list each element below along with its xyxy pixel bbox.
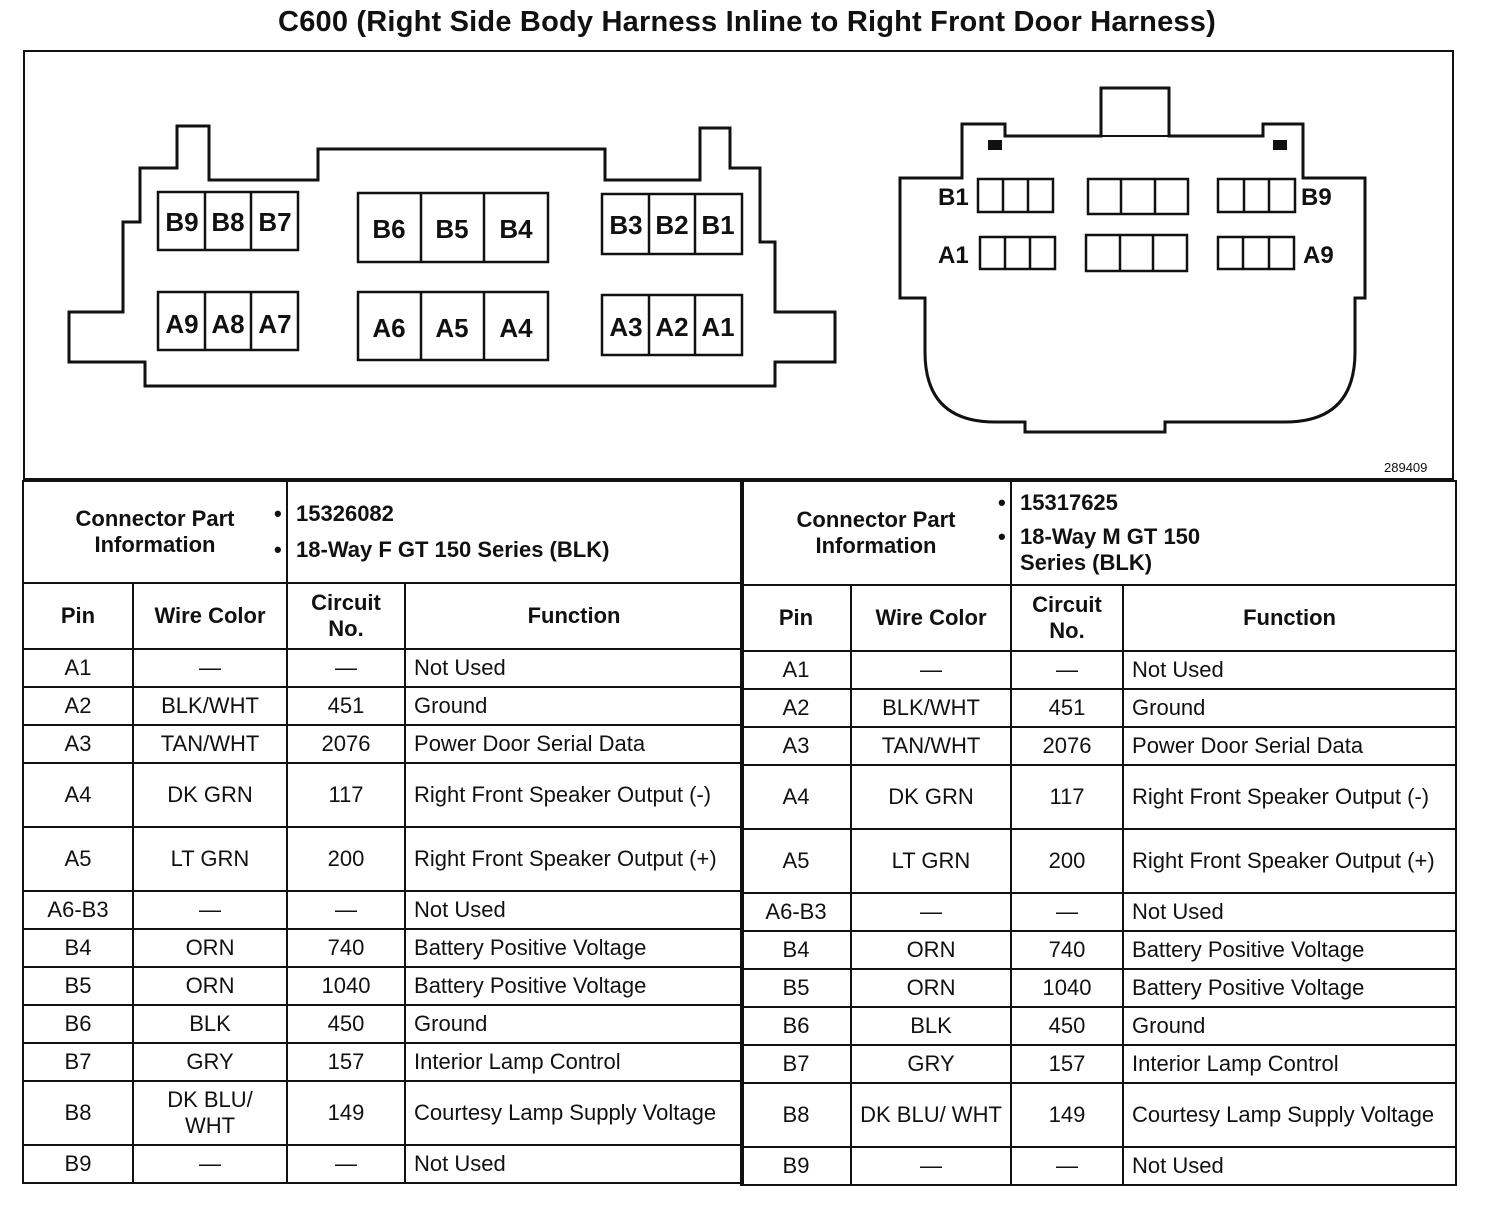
circuit-header: Circuit No. [287, 583, 405, 649]
connector-info-value [1011, 481, 1456, 585]
function-cell: Courtesy Lamp Supply Voltage [1123, 1083, 1456, 1147]
wire-color-cell: TAN/WHT [133, 725, 287, 763]
cavity-label-a8: A8 [211, 309, 245, 339]
cavity-label-a5: A5 [435, 313, 469, 343]
wire-color-cell: — [851, 893, 1011, 931]
function-cell: Not Used [1123, 651, 1456, 689]
wire-color-cell: LT GRN [133, 827, 287, 891]
function-header: Function [1123, 585, 1456, 651]
wire-color-header: Wire Color [133, 583, 287, 649]
circuit-cell: — [287, 1145, 405, 1183]
circuit-cell: 200 [1011, 829, 1123, 893]
wire-color-cell: GRY [133, 1043, 287, 1081]
circuit-cell: 117 [1011, 765, 1123, 829]
wire-color-header: Wire Color [851, 585, 1011, 651]
wire-color-cell: — [133, 649, 287, 687]
circuit-cell: 200 [287, 827, 405, 891]
pin-cell: A6-B3 [23, 891, 133, 929]
function-cell: Ground [1123, 689, 1456, 727]
function-cell: Courtesy Lamp Supply Voltage [405, 1081, 743, 1145]
pin-cell: B9 [23, 1145, 133, 1183]
wire-color-cell: — [851, 651, 1011, 689]
pin-cell: B7 [741, 1045, 851, 1083]
wire-color-cell: ORN [851, 931, 1011, 969]
left-pinout-table [22, 480, 744, 1184]
wire-color-cell: DK BLU/ WHT [133, 1081, 287, 1145]
pin-cell: B4 [741, 931, 851, 969]
part-number: • 15317625 [1020, 490, 1447, 516]
table-row [741, 1045, 1456, 1083]
function-cell: Right Front Speaker Output (+) [1123, 829, 1456, 893]
right-cavity-label-b1: B1 [938, 184, 969, 211]
table-row [23, 763, 743, 827]
table-row [23, 725, 743, 763]
cavity-label-a9: A9 [165, 309, 199, 339]
circuit-cell: 157 [1011, 1045, 1123, 1083]
function-cell: Power Door Serial Data [1123, 727, 1456, 765]
cavity-label-b8: B8 [211, 207, 245, 237]
connector-info-label: Connector Part Information [741, 481, 1011, 585]
table-row [23, 827, 743, 891]
function-cell: Ground [405, 1005, 743, 1043]
pin-cell: A1 [23, 649, 133, 687]
circuit-cell: 740 [1011, 931, 1123, 969]
function-cell: Right Front Speaker Output (-) [405, 763, 743, 827]
circuit-cell: 1040 [1011, 969, 1123, 1007]
table-row [23, 1005, 743, 1043]
pin-cell: B6 [23, 1005, 133, 1043]
connector-info-value [287, 481, 743, 583]
table-row [741, 969, 1456, 1007]
wire-color-cell: ORN [133, 929, 287, 967]
pin-cell: A2 [23, 687, 133, 725]
diagram-title: C600 (Right Side Body Harness Inline to Right Front Door Harness) [278, 6, 1216, 38]
wire-color-cell: BLK [851, 1007, 1011, 1045]
table-row [741, 689, 1456, 727]
circuit-cell: 149 [287, 1081, 405, 1145]
right-cavity-label-b9: B9 [1301, 184, 1332, 211]
function-cell: Interior Lamp Control [1123, 1045, 1456, 1083]
connector-info-row [23, 481, 743, 583]
circuit-cell: — [1011, 651, 1123, 689]
connector-view-frame [23, 50, 1454, 480]
right-cavity-label-a9: A9 [1303, 242, 1334, 269]
circuit-cell: 451 [1011, 689, 1123, 727]
circuit-cell: 451 [287, 687, 405, 725]
wire-color-cell: — [133, 891, 287, 929]
cavity-label-a6: A6 [372, 313, 406, 343]
cavity-label-a4: A4 [499, 313, 533, 343]
function-cell: Battery Positive Voltage [1123, 931, 1456, 969]
pin-cell: B7 [23, 1043, 133, 1081]
wire-color-cell: DK GRN [133, 763, 287, 827]
connector-info-row [741, 481, 1456, 585]
function-header: Function [405, 583, 743, 649]
pin-cell: A4 [23, 763, 133, 827]
pin-cell: A4 [741, 765, 851, 829]
table-row [23, 1043, 743, 1081]
pin-header: Pin [741, 585, 851, 651]
function-cell: Not Used [405, 649, 743, 687]
pin-header: Pin [23, 583, 133, 649]
wire-color-cell: DK GRN [851, 765, 1011, 829]
table-row [23, 967, 743, 1005]
pin-cell: A5 [23, 827, 133, 891]
function-cell: Not Used [1123, 893, 1456, 931]
cavity-label-a2: A2 [655, 312, 689, 342]
pin-cell: B5 [741, 969, 851, 1007]
table-row [741, 1147, 1456, 1185]
function-cell: Battery Positive Voltage [405, 967, 743, 1005]
connector-drawings [25, 52, 1452, 478]
pin-cell: B9 [741, 1147, 851, 1185]
circuit-cell: 157 [287, 1043, 405, 1081]
table-row [23, 929, 743, 967]
function-cell: Not Used [405, 891, 743, 929]
pin-cell: B6 [741, 1007, 851, 1045]
connector-info-label: Connector Part Information [23, 481, 287, 583]
function-cell: Battery Positive Voltage [1123, 969, 1456, 1007]
wire-color-cell: TAN/WHT [851, 727, 1011, 765]
wire-color-cell: — [851, 1147, 1011, 1185]
circuit-cell: 450 [1011, 1007, 1123, 1045]
table-row [23, 687, 743, 725]
wire-color-cell: LT GRN [851, 829, 1011, 893]
cavity-label-b2: B2 [655, 210, 689, 240]
wire-color-cell: DK BLU/ WHT [851, 1083, 1011, 1147]
table-row [23, 1081, 743, 1145]
pin-cell: A2 [741, 689, 851, 727]
cavity-label-a7: A7 [258, 309, 292, 339]
table-row [741, 893, 1456, 931]
circuit-cell: 117 [287, 763, 405, 827]
pin-cell: B8 [23, 1081, 133, 1145]
circuit-header: Circuit No. [1011, 585, 1123, 651]
header-row [23, 583, 743, 649]
cavity-label-a1: A1 [701, 312, 735, 342]
header-row [741, 585, 1456, 651]
table-row [741, 1083, 1456, 1147]
wire-color-cell: BLK/WHT [133, 687, 287, 725]
pin-cell: B5 [23, 967, 133, 1005]
table-row [23, 1145, 743, 1183]
function-cell: Right Front Speaker Output (-) [1123, 765, 1456, 829]
wire-color-cell: BLK [133, 1005, 287, 1043]
part-description: • 18-Way M GT 150 Series (BLK) [1020, 524, 1220, 576]
function-cell: Interior Lamp Control [405, 1043, 743, 1081]
table-row [741, 765, 1456, 829]
wire-color-cell: ORN [133, 967, 287, 1005]
wire-color-cell: — [133, 1145, 287, 1183]
circuit-cell: 149 [1011, 1083, 1123, 1147]
function-cell: Power Door Serial Data [405, 725, 743, 763]
circuit-cell: 740 [287, 929, 405, 967]
right-cavity-label-a1: A1 [938, 242, 969, 269]
wire-color-cell: ORN [851, 969, 1011, 1007]
pin-cell: A1 [741, 651, 851, 689]
part-description: • 18-Way F GT 150 Series (BLK) [296, 537, 734, 563]
cavity-label-b3: B3 [609, 210, 643, 240]
circuit-cell: 1040 [287, 967, 405, 1005]
table-row [23, 891, 743, 929]
pin-cell: A3 [23, 725, 133, 763]
table-row [741, 829, 1456, 893]
pin-cell: A3 [741, 727, 851, 765]
cavity-label-b4: B4 [499, 214, 533, 244]
pin-cell: B4 [23, 929, 133, 967]
wire-color-cell: BLK/WHT [851, 689, 1011, 727]
circuit-cell: 2076 [287, 725, 405, 763]
function-cell: Not Used [405, 1145, 743, 1183]
cavity-label-b1: B1 [701, 210, 735, 240]
circuit-cell: — [1011, 1147, 1123, 1185]
table-row [23, 649, 743, 687]
left-connector-outline [69, 126, 835, 386]
cavity-label-b5: B5 [435, 214, 469, 244]
right-pinout-table [740, 480, 1457, 1186]
table-row [741, 931, 1456, 969]
function-cell: Right Front Speaker Output (+) [405, 827, 743, 891]
table-row [741, 1007, 1456, 1045]
function-cell: Ground [1123, 1007, 1456, 1045]
circuit-cell: 450 [287, 1005, 405, 1043]
table-row [741, 651, 1456, 689]
cavity-label-a3: A3 [609, 312, 643, 342]
circuit-cell: — [287, 649, 405, 687]
circuit-cell: — [287, 891, 405, 929]
function-cell: Battery Positive Voltage [405, 929, 743, 967]
pin-cell: B8 [741, 1083, 851, 1147]
cavity-label-b7: B7 [258, 207, 292, 237]
figure-number: 289409 [1384, 460, 1428, 475]
part-number: • 15326082 [296, 501, 734, 527]
circuit-cell: 2076 [1011, 727, 1123, 765]
pin-cell: A6-B3 [741, 893, 851, 931]
pin-cell: A5 [741, 829, 851, 893]
cavity-label-b9: B9 [165, 207, 199, 237]
function-cell: Ground [405, 687, 743, 725]
wire-color-cell: GRY [851, 1045, 1011, 1083]
circuit-cell: — [1011, 893, 1123, 931]
table-row [741, 727, 1456, 765]
function-cell: Not Used [1123, 1147, 1456, 1185]
cavity-label-b6: B6 [372, 214, 406, 244]
